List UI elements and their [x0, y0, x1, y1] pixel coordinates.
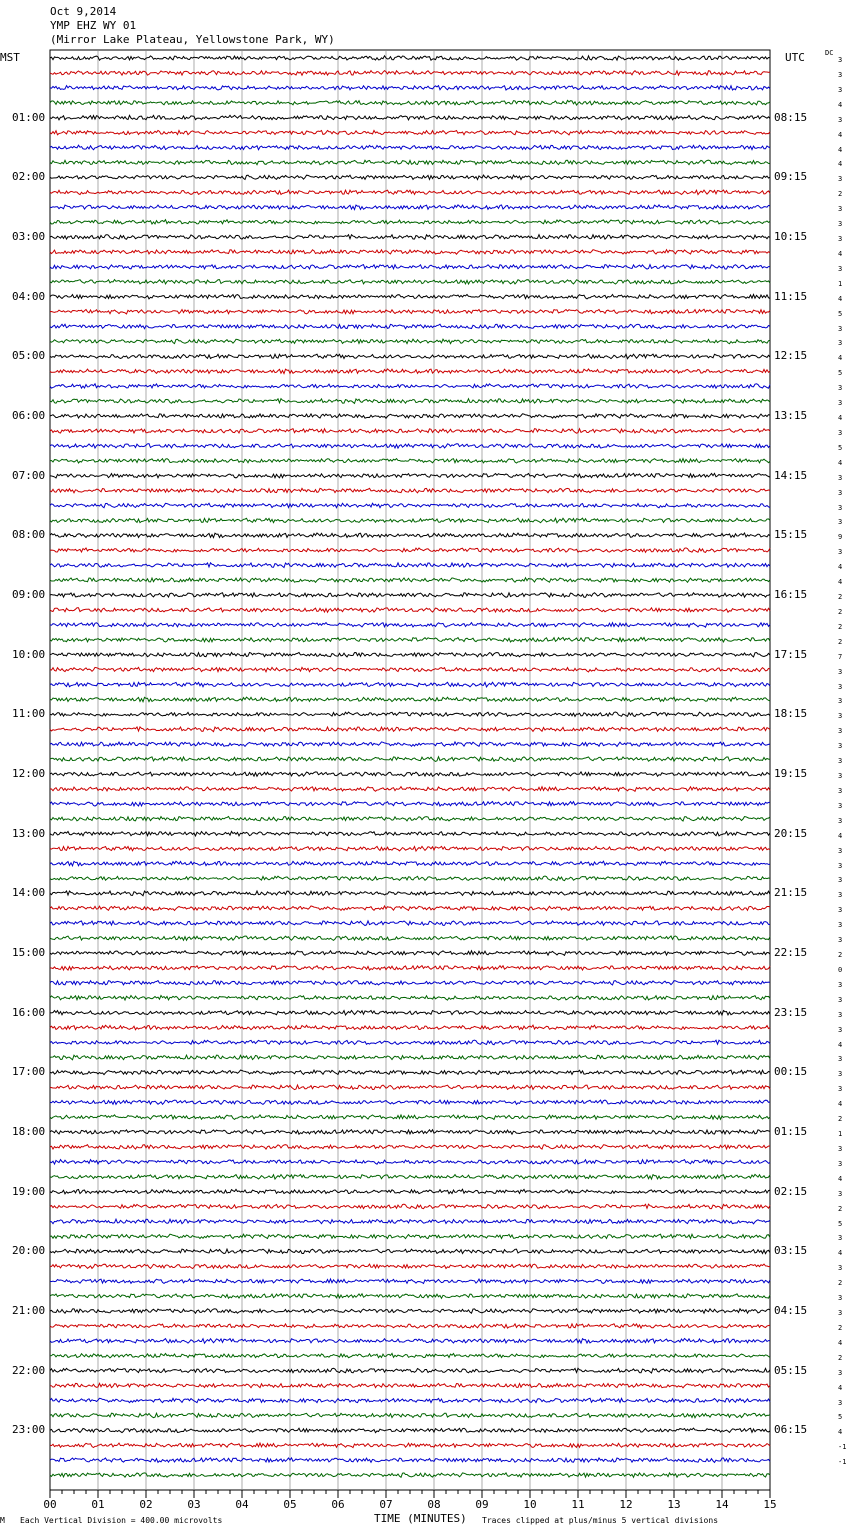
trace-59	[50, 936, 770, 940]
trace-6	[50, 145, 770, 150]
dc-offset-value: 4	[838, 160, 843, 169]
trace-14	[50, 265, 770, 270]
right-hour-label: 12:15	[774, 349, 808, 363]
trace-77	[50, 1204, 770, 1209]
dc-offset-value: 3	[838, 891, 843, 900]
trace-93	[50, 1443, 770, 1448]
trace-11	[50, 220, 770, 224]
trace-28	[50, 473, 770, 478]
trace-24	[50, 414, 770, 419]
left-hour-label: 11:00	[12, 707, 46, 721]
dc-offset-value: 3	[838, 70, 843, 79]
dc-offset-value: 5	[838, 443, 843, 452]
trace-56	[50, 891, 770, 896]
left-hour-label: 01:00	[12, 110, 46, 124]
dc-offset-value: 3	[838, 1070, 843, 1079]
right-hour-label: 14:15	[774, 468, 808, 482]
right-hour-label: 04:15	[774, 1304, 808, 1317]
left-hour-label: 09:00	[12, 588, 46, 601]
dc-offset-value: 3	[838, 727, 843, 736]
dc-offset-value: 3	[838, 205, 843, 214]
trace-61	[50, 966, 770, 971]
dc-offset-value: 2	[838, 607, 843, 616]
dc-offset-value: 3	[838, 980, 843, 989]
right-hour-label: 20:15	[774, 826, 808, 840]
dc-offset-value: 2	[838, 951, 843, 959]
trace-13	[50, 250, 770, 255]
x-tick-label: 15	[763, 1498, 777, 1511]
trace-63	[50, 996, 770, 1001]
trace-9	[50, 190, 770, 195]
trace-72	[50, 1130, 770, 1135]
station-id: YMP EHZ WY 01	[50, 19, 137, 32]
x-tick-label: 03	[187, 1498, 201, 1511]
left-hour-label: 08:00	[12, 528, 46, 542]
dc-offset-value: 3	[838, 473, 843, 482]
trace-12	[50, 235, 770, 240]
trace-80	[50, 1249, 770, 1254]
trace-84	[50, 1309, 770, 1313]
trace-86	[50, 1339, 770, 1344]
dc-offset-value: 3	[838, 1309, 843, 1317]
dc-offset-value: 3	[838, 503, 843, 512]
trace-19	[50, 339, 770, 344]
dc-offset-value: 3	[838, 682, 843, 691]
trace-79	[50, 1234, 770, 1238]
dc-offset-value: 3	[838, 384, 843, 393]
right-hour-label: 10:15	[774, 230, 808, 243]
trace-0	[50, 56, 770, 60]
right-hour-label: 19:15	[774, 767, 808, 780]
trace-42	[50, 682, 770, 687]
trace-22	[50, 384, 770, 388]
dc-offset-value: -1	[838, 1443, 847, 1452]
trace-75	[50, 1174, 770, 1179]
right-hour-label: 09:15	[774, 170, 808, 184]
trace-76	[50, 1189, 770, 1194]
dc-offset-value: 4	[838, 249, 843, 258]
station-location: (Mirror Lake Plateau, Yellowstone Park, WY)	[50, 33, 335, 46]
x-tick-label: 10	[523, 1498, 537, 1511]
trace-34	[50, 563, 770, 568]
dc-offset-value: 3	[838, 264, 843, 273]
dc-offset-value: 9	[838, 533, 843, 542]
trace-53	[50, 846, 770, 851]
dc-offset-value: 7	[838, 652, 843, 661]
dc-offset-value: 4	[838, 1040, 843, 1049]
right-hour-label: 18:15	[774, 707, 808, 721]
dc-offset-value: 3	[838, 428, 843, 437]
trace-47	[50, 757, 770, 762]
dc-offset-value: 4	[838, 414, 843, 422]
left-hour-label: 16:00	[12, 1005, 46, 1019]
trace-3	[50, 100, 770, 105]
trace-49	[50, 787, 770, 792]
trace-85	[50, 1324, 770, 1328]
dc-offset-value: 3	[838, 1025, 843, 1034]
trace-4	[50, 115, 770, 120]
dc-offset-value: 3	[838, 1055, 843, 1064]
dc-offset-value: 2	[838, 1279, 843, 1288]
dc-offset-value: 3	[838, 861, 843, 870]
dc-offset-value: 1	[838, 1130, 843, 1138]
trace-18	[50, 324, 770, 329]
trace-17	[50, 309, 770, 314]
trace-82	[50, 1279, 770, 1284]
trace-65	[50, 1025, 770, 1030]
dc-offset-value: 1	[838, 279, 843, 288]
dc-offset-value: 3	[838, 324, 843, 333]
trace-60	[50, 951, 770, 956]
dc-offset-value: 4	[838, 1249, 843, 1258]
dc-offset-value: 3	[838, 846, 843, 855]
dc-offset-value: 3	[838, 175, 843, 184]
dc-offset-value: 4	[838, 1383, 843, 1392]
x-tick-label: 00	[43, 1498, 57, 1511]
trace-21	[50, 369, 770, 374]
left-hour-label: 17:00	[12, 1065, 46, 1079]
trace-55	[50, 876, 770, 881]
left-hour-label: 10:00	[12, 647, 46, 661]
dc-offset-value: 2	[838, 1323, 843, 1332]
trace-2	[50, 86, 770, 91]
dc-label: DC	[825, 49, 834, 57]
trace-7	[50, 160, 770, 165]
x-tick-label: 04	[235, 1498, 249, 1511]
trace-29	[50, 488, 770, 493]
x-tick-label: 02	[139, 1498, 153, 1511]
left-hour-label: 04:00	[12, 289, 46, 303]
trace-46	[50, 742, 770, 747]
dc-offset-value: 2	[838, 637, 843, 646]
trace-20	[50, 354, 770, 359]
trace-58	[50, 921, 770, 926]
trace-32	[50, 533, 770, 538]
trace-26	[50, 444, 770, 448]
dc-offset-value: 3	[838, 667, 843, 676]
trace-81	[50, 1264, 770, 1268]
right-timezone: UTC	[785, 51, 805, 64]
right-hour-label: 23:15	[774, 1005, 808, 1019]
trace-23	[50, 399, 770, 404]
dc-offset-value: 3	[838, 1144, 843, 1153]
trace-78	[50, 1219, 770, 1224]
trace-92	[50, 1428, 770, 1433]
left-hour-label: 14:00	[12, 886, 46, 900]
left-hour-label: 20:00	[12, 1244, 46, 1258]
dc-offset-value: 3	[838, 488, 843, 497]
dc-offset-value: 2	[838, 622, 843, 631]
trace-41	[50, 667, 770, 672]
left-hour-label: 19:00	[12, 1184, 46, 1198]
dc-offset-value: 3	[838, 697, 843, 706]
trace-64	[50, 1011, 770, 1016]
dc-offset-value: 3	[838, 1159, 843, 1168]
dc-offset-value: 5	[838, 309, 843, 318]
trace-37	[50, 608, 770, 612]
trace-40	[50, 652, 770, 657]
left-hour-label: 05:00	[12, 349, 46, 363]
trace-38	[50, 623, 770, 628]
trace-52	[50, 831, 770, 836]
right-hour-label: 11:15	[774, 289, 808, 303]
trace-35	[50, 578, 770, 583]
dc-offset-value: 3	[838, 235, 843, 243]
dc-offset-value: 3	[838, 1294, 843, 1303]
dc-offset-value: 4	[838, 831, 843, 840]
left-hour-label: 03:00	[12, 230, 46, 243]
dc-offset-value: 3	[838, 1010, 843, 1019]
trace-57	[50, 906, 770, 911]
x-tick-label: 08	[427, 1498, 441, 1511]
left-hour-label: 22:00	[12, 1363, 46, 1377]
left-hour-label: 18:00	[12, 1125, 46, 1138]
trace-83	[50, 1294, 770, 1299]
dc-offset-value: 3	[838, 712, 843, 721]
left-hour-label: 07:00	[12, 468, 46, 482]
trace-71	[50, 1115, 770, 1120]
trace-66	[50, 1040, 770, 1045]
trace-10	[50, 205, 770, 210]
dc-offset-value: 2	[838, 593, 843, 601]
dc-offset-value: 3	[838, 876, 843, 885]
right-hour-label: 15:15	[774, 528, 808, 542]
left-hour-label: 21:00	[12, 1304, 46, 1317]
right-hour-label: 02:15	[774, 1184, 808, 1198]
dc-offset-value: 4	[838, 1338, 843, 1347]
trace-95	[50, 1473, 770, 1477]
x-tick-label: 06	[331, 1498, 345, 1511]
left-hour-label: 12:00	[12, 767, 46, 780]
dc-offset-value: 4	[838, 100, 843, 109]
seismic-traces	[50, 56, 770, 1478]
trace-69	[50, 1085, 770, 1090]
trace-27	[50, 459, 770, 463]
right-hour-label: 16:15	[774, 588, 808, 601]
trace-73	[50, 1145, 770, 1149]
x-tick-label: 09	[475, 1498, 489, 1511]
right-hour-label: 00:15	[774, 1065, 808, 1079]
dc-offset-value: 4	[838, 458, 843, 467]
trace-51	[50, 817, 770, 822]
x-tick-label: 12	[619, 1498, 633, 1511]
time-axis	[43, 1490, 776, 1511]
dc-offset-value: 3	[838, 757, 843, 766]
dc-offset-value: 2	[838, 1115, 843, 1124]
x-tick-label: 07	[379, 1498, 393, 1511]
dc-offset-value: 3	[838, 85, 843, 94]
trace-74	[50, 1160, 770, 1165]
trace-36	[50, 593, 770, 598]
trace-39	[50, 638, 770, 643]
dc-offset-value: 5	[838, 1413, 843, 1422]
dc-offset-value: 0	[838, 965, 843, 974]
trace-16	[50, 295, 770, 299]
trace-1	[50, 71, 770, 76]
trace-30	[50, 503, 770, 508]
dc-offset-value: 3	[838, 399, 843, 408]
trace-43	[50, 697, 770, 702]
dc-offset-value: 3	[838, 995, 843, 1004]
right-hour-label: 01:15	[774, 1125, 808, 1138]
x-tick-label: 14	[715, 1498, 729, 1511]
dc-offset-value: 5	[838, 369, 843, 378]
dc-offset-value: 5	[838, 1219, 843, 1228]
right-hour-label: 05:15	[774, 1363, 808, 1377]
trace-88	[50, 1368, 770, 1373]
x-tick-label: 05	[283, 1498, 297, 1511]
right-hour-label: 06:15	[774, 1423, 808, 1437]
trace-67	[50, 1055, 770, 1060]
dc-offset-value: 3	[838, 1398, 843, 1407]
trace-15	[50, 280, 770, 284]
scale-note: Each Vertical Division = 400.00 microvolts	[20, 1516, 223, 1525]
dc-offset-value: 4	[838, 578, 843, 587]
dc-offset-value: 3	[838, 906, 843, 915]
right-hour-label: 17:15	[774, 647, 808, 661]
dc-offset-value: 3	[838, 220, 843, 229]
dc-offset-value: 3	[838, 548, 843, 557]
dc-offset-value: 3	[838, 518, 843, 527]
dc-offset-value: 3	[838, 742, 843, 751]
trace-91	[50, 1413, 770, 1418]
trace-48	[50, 772, 770, 776]
trace-44	[50, 712, 770, 717]
x-tick-label: 01	[91, 1498, 105, 1511]
clip-note: Traces clipped at plus/minus 5 vertical divisions	[482, 1516, 719, 1525]
trace-5	[50, 130, 770, 135]
dc-offset-value: 4	[838, 563, 843, 572]
x-tick-label: 11	[571, 1498, 585, 1511]
trace-50	[50, 802, 770, 807]
dc-offset-value: 4	[838, 1174, 843, 1183]
dc-offset-value: 3	[838, 936, 843, 945]
trace-8	[50, 175, 770, 180]
dc-offset-value: 4	[838, 130, 843, 139]
right-hour-label: 13:15	[774, 409, 808, 422]
right-hour-label: 08:15	[774, 110, 808, 124]
left-hour-label: 15:00	[12, 946, 46, 959]
dc-offset-value: 3	[838, 1234, 843, 1243]
x-axis-label: TIME (MINUTES)	[374, 1512, 467, 1525]
dc-offset-value: 3	[838, 115, 843, 124]
trace-94	[50, 1458, 770, 1463]
x-tick-label: 13	[667, 1498, 681, 1511]
trace-70	[50, 1100, 770, 1104]
dc-offset-value: 2	[838, 1204, 843, 1213]
dc-offset-value: 3	[838, 816, 843, 825]
trace-90	[50, 1398, 770, 1402]
dc-offset-value: 3	[838, 786, 843, 795]
dc-offset-value: 3	[838, 1189, 843, 1198]
left-hour-label: 13:00	[12, 826, 46, 840]
dc-offset-value: 4	[838, 1100, 843, 1109]
right-hour-label: 03:15	[774, 1244, 808, 1258]
dc-offset-value: 4	[838, 1428, 843, 1437]
trace-62	[50, 981, 770, 985]
trace-25	[50, 429, 770, 434]
dc-offset-value: 3	[838, 1085, 843, 1094]
trace-45	[50, 727, 770, 732]
dc-offset-value: -1	[838, 1458, 847, 1467]
trace-31	[50, 518, 770, 523]
trace-87	[50, 1353, 770, 1357]
corner-mark: M	[0, 1516, 5, 1525]
trace-54	[50, 861, 770, 866]
dc-offset-value: 3	[838, 921, 843, 930]
dc-offset-value: 3	[838, 1368, 843, 1377]
right-hour-label: 22:15	[774, 946, 808, 959]
dc-offset-value: 4	[838, 354, 843, 363]
left-hour-label: 06:00	[12, 409, 46, 422]
left-timezone: MST	[0, 51, 20, 64]
dc-offset-value: 3	[838, 801, 843, 810]
dc-offset-value: 2	[838, 1353, 843, 1362]
trace-89	[50, 1383, 770, 1387]
right-hour-label: 21:15	[774, 886, 808, 900]
dc-offset-value: 3	[838, 772, 843, 780]
dc-offset-value: 3	[838, 56, 843, 64]
trace-33	[50, 548, 770, 553]
dc-offset-value: 4	[838, 294, 843, 303]
plot-date: Oct 9,2014	[50, 5, 117, 18]
left-hour-label: 23:00	[12, 1423, 46, 1437]
left-hour-label: 02:00	[12, 170, 46, 184]
dc-offset-value: 2	[838, 190, 843, 199]
trace-68	[50, 1070, 770, 1075]
dc-offset-value: 4	[838, 145, 843, 154]
dc-offset-value: 3	[838, 1264, 843, 1273]
dc-offset-value: 3	[838, 339, 843, 348]
